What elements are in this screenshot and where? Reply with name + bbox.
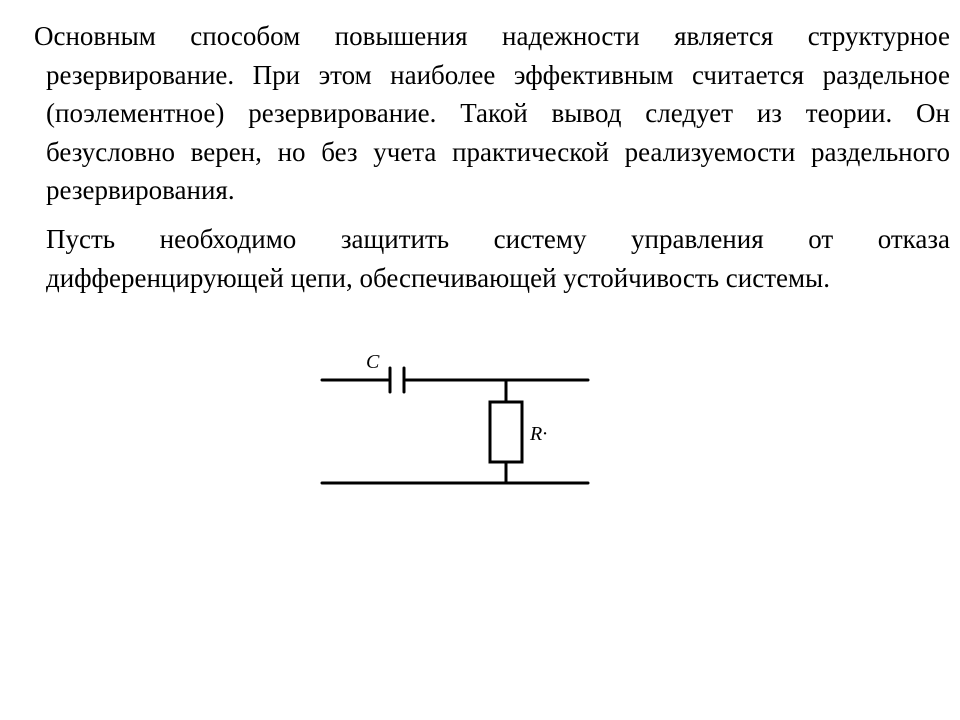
capacitor-label: C: [366, 351, 380, 373]
rc-circuit-diagram: [300, 340, 610, 500]
task-paragraph: Пусть необходимо защитить систему управления от отказа дифференцирующей цепи, обеспечивающей устойчивость системы.: [46, 224, 950, 293]
resistor-body: [490, 402, 522, 462]
intro-paragraph: Основным способом повышения надежности является структурное резервирование. При этом наиболее эффективным считается раздельное (поэлементное) резервирование. Такой вывод следует из теории. Он безусловно верен, но без учета практической реализуемости раздельного резервирования.: [34, 21, 950, 205]
resistor-label: R·: [530, 423, 548, 445]
